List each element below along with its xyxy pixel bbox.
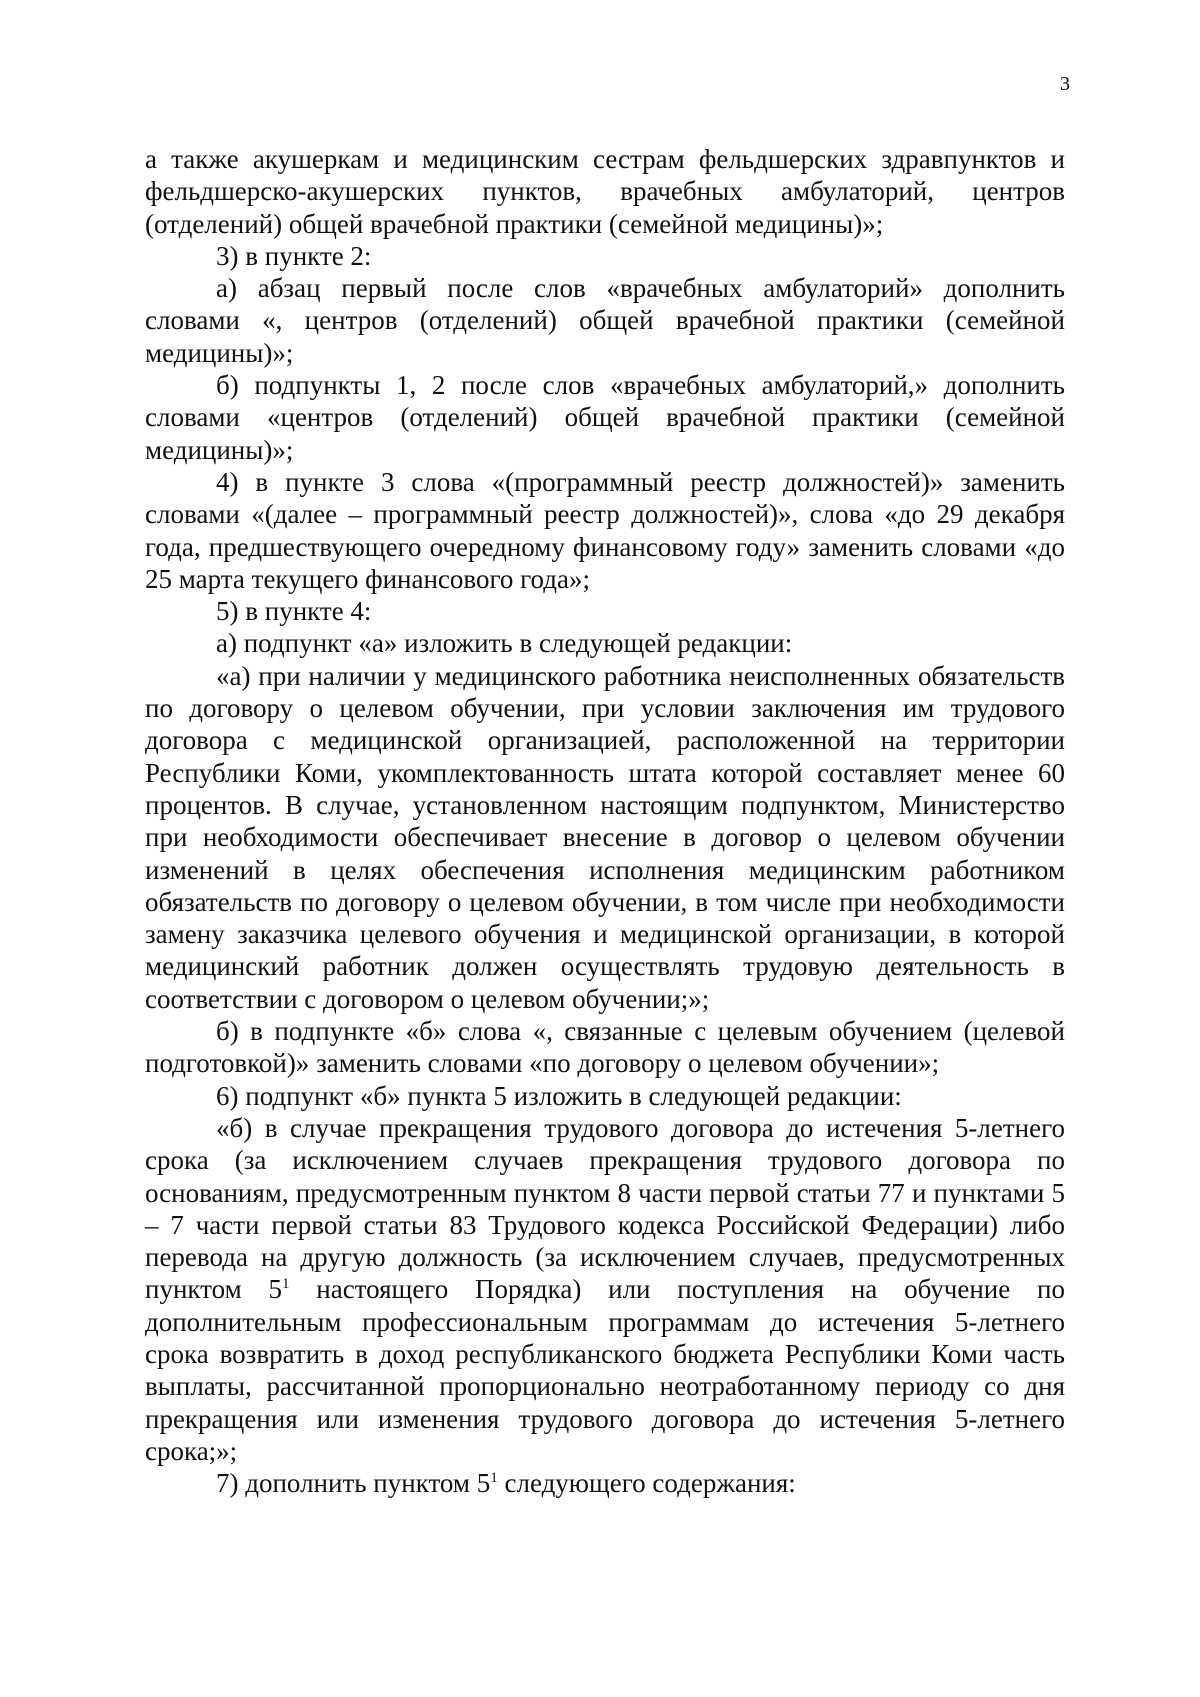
paragraph: 4) в пункте 3 слова «(программный реестр должностей)» заменить словами «(далее – программный реестр должностей)», слова «до 29 декабря года, предшествующего очередному финансовому году» заменить словами «до 25 марта текущего финансового года»; <box>145 466 1065 594</box>
paragraph: «а) при наличии у медицинского работника неисполненных обязательств по договору о целевом обучении, при условии заключения им трудового договора с медицинской организацией, расположенной на территории Республики Коми, укомплектованность штата которой составляет менее 60 процентов. В случае, установленном настоящим подпунктом, Министерство при необходимости обеспечивает внесение в договор о целевом обучении изменений в целях обеспечения исполнения медицинским работником обязательств по договору о целевом обучении, в том числе при необходимости замену заказчика целевого обучения и медицинской организации, в которой медицинский работник должен осуществлять трудовую деятельность в соответствии с договором о целевом обучении;»; <box>145 660 1065 1014</box>
paragraph: 5) в пункте 4: <box>216 596 372 627</box>
paragraph: б) подпункты 1, 2 после слов «врачебных амбулаторий,» дополнить словами «центров (отделений) общей врачебной практики (семейной медицины)»; <box>145 370 1065 465</box>
page-number: 3 <box>1060 73 1070 95</box>
paragraph-text: 7) дополнить пунктом 5 <box>216 1468 491 1499</box>
superscript: 1 <box>490 1470 498 1487</box>
superscript: 1 <box>281 1276 290 1293</box>
paragraph: а также акушеркам и медицинским сестрам фельдшерских здравпунктов и фельдшерско-акушерских пунктов, врачебных амбулаторий, центров (отделений) общей врачебной практики (семейной медицины)»; <box>145 144 1065 239</box>
paragraph-text: следующего содержания: <box>497 1468 796 1499</box>
paragraph-text: настоящего Порядка) или поступления на обучение по дополнительным профессиональным программам до истечения 5-летнего срока возвратить в доход республиканского бюджета Республики Коми часть выплаты, рассчитанной пропорционально неотработанному периоду со дня прекращения или изменения трудового договора до истечения 5-летнего срока;»; <box>145 1274 1065 1466</box>
paragraph <box>145 1112 1065 1467</box>
document-body <box>145 143 1065 1499</box>
paragraph: а) абзац первый после слов «врачебных амбулаторий» дополнить словами «, центров (отделений) общей врачебной практики (семейной медицины)»; <box>145 273 1065 368</box>
paragraph: а) подпункт «а» изложить в следующей редакции: <box>216 628 793 659</box>
paragraph: 6) подпункт «б» пункта 5 изложить в следующей редакции: <box>216 1080 902 1111</box>
paragraph: 3) в пункте 2: <box>216 240 372 271</box>
paragraph <box>145 1467 1065 1499</box>
paragraph-text: «б) в случае прекращения трудового договора до истечения 5-летнего срока (за исключением случаев прекращения трудового договора по основаниям, предусмотренным пунктом 8 части первой статьи 77 и пунктами 5 – 7 части первой статьи 83 Трудового кодекса Российской Федерации) либо перевода на другую должность (за исключением случаев, предусмотренных пунктом 5 <box>145 1112 1065 1305</box>
paragraph: б) в подпункте «б» слова «, связанные с целевым обучением (целевой подготовкой)» заменить словами «по договору о целевом обучении»; <box>145 1016 1065 1079</box>
